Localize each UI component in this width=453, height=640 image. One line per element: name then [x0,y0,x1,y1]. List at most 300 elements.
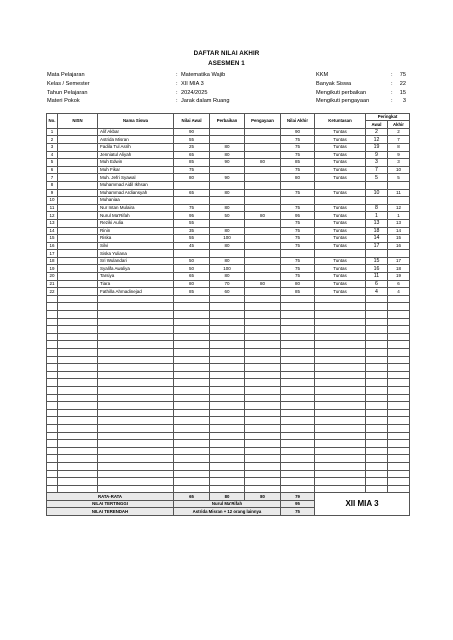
info-row [47,97,267,106]
table-row [47,265,410,273]
empty-cell [58,356,98,364]
empty-cell [245,424,281,432]
cell-nilai-akhir: 80 [281,280,315,288]
cell-peringkat-akhir: 2 [388,128,410,136]
empty-cell [245,364,281,372]
cell-no: 9 [47,189,58,197]
info-colon: : [176,98,178,105]
cell-nama: Fathilla Ahmadinejad [98,288,174,296]
empty-cell [210,470,245,478]
table-row [47,136,410,144]
empty-cell [98,364,174,372]
cell-nisn [58,265,98,273]
cell-perbaikan: 80 [210,143,245,151]
cell-no: 3 [47,143,58,151]
empty-cell [315,303,366,311]
cell-ketuntasan: Tuntas [315,219,366,227]
empty-cell [98,333,174,341]
empty-cell [281,349,315,357]
cell-nilai-awal: 80 [174,174,210,182]
cell-peringkat-awal [366,181,388,189]
empty-cell [281,295,315,303]
empty-cell [245,485,281,493]
cell-peringkat-akhir: 16 [388,242,410,250]
grade-table [46,113,410,516]
empty-cell [210,364,245,372]
empty-cell [174,333,210,341]
cell-nilai-awal: 85 [174,159,210,167]
info-row [316,80,411,89]
empty-cell [47,440,58,448]
cell-nilai-akhir: 75 [281,257,315,265]
empty-cell [210,386,245,394]
cell-peringkat-akhir: 5 [388,174,410,182]
cell-nama: Riska [98,235,174,243]
info-row [47,89,267,98]
empty-cell [174,424,210,432]
empty-cell [210,356,245,364]
empty-cell [58,311,98,319]
empty-cell [388,318,410,326]
cell-peringkat-akhir [388,250,410,258]
empty-cell [366,333,388,341]
empty-cell [58,455,98,463]
empty-cell [245,371,281,379]
info-value: 3 [402,98,406,105]
cell-peringkat-akhir: 18 [388,265,410,273]
empty-cell [281,303,315,311]
cell-nilai-awal: 75 [174,204,210,212]
cell-no: 10 [47,197,58,205]
cell-pengayaan [245,197,281,205]
cell-ketuntasan [315,181,366,189]
empty-cell [210,440,245,448]
empty-row [47,478,410,486]
cell-no: 16 [47,242,58,250]
empty-cell [245,356,281,364]
empty-cell [366,455,388,463]
cell-nilai-awal: 50 [174,265,210,273]
empty-cell [47,394,58,402]
cell-ketuntasan: Tuntas [315,166,366,174]
empty-cell [174,311,210,319]
cell-nilai-akhir: 85 [281,159,315,167]
cell-peringkat-awal [366,250,388,258]
empty-cell [388,417,410,425]
empty-cell [47,455,58,463]
cell-nilai-awal: 55 [174,219,210,227]
empty-cell [315,455,366,463]
cell-nilai-akhir: 75 [281,151,315,159]
empty-row [47,386,410,394]
cell-nilai-akhir [281,197,315,205]
cell-peringkat-awal: 9 [366,151,388,159]
empty-cell [245,295,281,303]
cell-pengayaan [245,181,281,189]
empty-cell [47,341,58,349]
empty-cell [388,485,410,493]
empty-cell [245,470,281,478]
cell-no: 7 [47,174,58,182]
cell-pengayaan [245,143,281,151]
cell-ketuntasan: Tuntas [315,159,366,167]
empty-row [47,402,410,410]
empty-cell [174,417,210,425]
empty-cell [174,485,210,493]
cell-ketuntasan: Tuntas [315,204,366,212]
cell-nilai-akhir [281,181,315,189]
cell-nilai-awal: 50 [174,257,210,265]
table-row [47,212,410,220]
empty-cell [210,409,245,417]
empty-cell [98,326,174,334]
cell-pengayaan: 80 [245,212,281,220]
empty-cell [388,364,410,372]
empty-cell [58,432,98,440]
info-colon: : [176,72,178,78]
empty-cell [58,440,98,448]
empty-cell [98,478,174,486]
empty-cell [315,462,366,470]
empty-row [47,462,410,470]
cell-pengayaan [245,242,281,250]
cell-no: 11 [47,204,58,212]
empty-cell [388,295,410,303]
cell-nilai-awal: 65 [174,189,210,197]
cell-nilai-akhir: 75 [281,242,315,250]
empty-row [47,364,410,372]
cell-no: 22 [47,288,58,296]
empty-cell [210,485,245,493]
cell-ketuntasan [315,197,366,205]
empty-cell [245,447,281,455]
empty-cell [58,364,98,372]
cell-pengayaan [245,250,281,258]
empty-cell [281,326,315,334]
empty-cell [388,311,410,319]
cell-peringkat-akhir: 13 [388,219,410,227]
empty-cell [47,318,58,326]
empty-cell [281,386,315,394]
info-label: KKM [316,72,329,78]
empty-cell [58,333,98,341]
empty-cell [366,417,388,425]
cell-perbaikan: 70 [210,280,245,288]
cell-perbaikan [210,166,245,174]
empty-row [47,417,410,425]
cell-pengayaan: 80 [245,280,281,288]
cell-pengayaan [245,227,281,235]
cell-perbaikan [210,219,245,227]
table-row [47,181,410,189]
empty-cell [98,424,174,432]
cell-ketuntasan: Tuntas [315,235,366,243]
empty-cell [388,379,410,387]
empty-cell [245,409,281,417]
empty-cell [366,440,388,448]
empty-cell [245,341,281,349]
table-row [47,159,410,167]
cell-perbaikan: 80 [210,257,245,265]
cell-nama: Silvi [98,242,174,250]
empty-cell [98,417,174,425]
empty-cell [281,424,315,432]
empty-cell [58,379,98,387]
empty-cell [47,402,58,410]
cell-perbaikan: 80 [210,227,245,235]
cell-ketuntasan: Tuntas [315,265,366,273]
empty-row [47,341,410,349]
cell-nama: Tiara [98,280,174,288]
empty-cell [174,318,210,326]
empty-cell [366,402,388,410]
empty-cell [58,447,98,455]
empty-cell [366,371,388,379]
empty-cell [98,356,174,364]
table-row [47,128,410,136]
empty-cell [388,386,410,394]
cell-peringkat-awal: 1 [366,212,388,220]
empty-cell [281,402,315,410]
cell-peringkat-akhir [388,181,410,189]
summary-tertinggi-nilai: 95 [281,500,315,508]
empty-cell [174,470,210,478]
empty-cell [366,432,388,440]
cell-perbaikan: 80 [210,189,245,197]
empty-cell [98,485,174,493]
cell-no: 15 [47,235,58,243]
empty-cell [210,462,245,470]
cell-nilai-akhir: 75 [281,166,315,174]
empty-cell [98,432,174,440]
info-label: Banyak Siswa [316,80,352,87]
empty-cell [174,364,210,372]
empty-cell [174,455,210,463]
empty-row [47,394,410,402]
cell-nilai-akhir: 75 [281,204,315,212]
empty-cell [47,364,58,372]
empty-row [47,326,410,334]
cell-peringkat-akhir [388,197,410,205]
empty-cell [58,470,98,478]
empty-cell [388,462,410,470]
cell-pengayaan [245,166,281,174]
cell-pengayaan: 80 [245,159,281,167]
empty-cell [315,341,366,349]
header-peringkat-awal: Awal [366,121,388,128]
empty-cell [58,402,98,410]
info-value: 22 [399,80,406,87]
empty-cell [366,379,388,387]
empty-row [47,318,410,326]
empty-cell [315,440,366,448]
cell-nama: Reziki Aulia [98,219,174,227]
empty-cell [388,341,410,349]
empty-cell [47,447,58,455]
info-row [316,71,411,80]
info-value: 15 [399,89,406,96]
empty-cell [58,462,98,470]
summary-terendah-nilai: 75 [281,508,315,516]
cell-peringkat-awal: 16 [366,265,388,273]
empty-cell [366,424,388,432]
cell-nisn [58,189,98,197]
empty-cell [47,371,58,379]
cell-peringkat-akhir: 12 [388,204,410,212]
cell-perbaikan [210,128,245,136]
header-pengayaan: Pengayaan [245,114,281,129]
cell-peringkat-akhir: 1 [388,212,410,220]
empty-cell [366,318,388,326]
empty-cell [58,386,98,394]
empty-row [47,349,410,357]
cell-ketuntasan: Tuntas [315,136,366,144]
info-colon: : [391,98,393,105]
cell-ketuntasan [315,250,366,258]
cell-nisn [58,204,98,212]
empty-cell [315,295,366,303]
cell-no: 18 [47,257,58,265]
info-row [316,89,411,98]
cell-nilai-akhir: 85 [281,288,315,296]
cell-perbaikan [210,197,245,205]
table-row [47,166,410,174]
empty-cell [281,478,315,486]
empty-cell [210,303,245,311]
empty-cell [245,349,281,357]
cell-no: 13 [47,219,58,227]
empty-cell [47,379,58,387]
empty-cell [388,371,410,379]
empty-cell [281,432,315,440]
cell-nama: Nur Intan Mulaira [98,204,174,212]
summary-rata-pengayaan: 80 [245,493,281,501]
empty-cell [47,462,58,470]
empty-cell [366,349,388,357]
empty-cell [388,349,410,357]
empty-cell [281,356,315,364]
cell-peringkat-akhir: 7 [388,136,410,144]
empty-cell [210,394,245,402]
cell-perbaikan: 80 [210,273,245,281]
summary-tertinggi-label: NILAI TERTINGGI [47,500,174,508]
empty-cell [47,432,58,440]
cell-pengayaan [245,288,281,296]
info-colon: : [391,80,393,87]
cell-ketuntasan: Tuntas [315,257,366,265]
cell-peringkat-akhir: 11 [388,189,410,197]
empty-cell [315,447,366,455]
summary-rata-perbaikan: 80 [210,493,245,501]
empty-cell [315,432,366,440]
cell-nilai-awal: 65 [174,151,210,159]
cell-peringkat-awal: 11 [366,273,388,281]
empty-cell [245,379,281,387]
cell-ketuntasan: Tuntas [315,273,366,281]
cell-perbaikan: 80 [210,151,245,159]
table-row [47,197,410,205]
info-label: Tahun Pelajaran [47,89,88,96]
cell-ketuntasan: Tuntas [315,212,366,220]
cell-peringkat-awal [366,197,388,205]
cell-no: 14 [47,227,58,235]
empty-cell [245,402,281,410]
empty-cell [58,424,98,432]
cell-nama: Tarsiya [98,273,174,281]
cell-nilai-awal: 85 [174,288,210,296]
empty-cell [281,462,315,470]
cell-nisn [58,143,98,151]
empty-cell [245,417,281,425]
empty-cell [98,371,174,379]
cell-perbaikan [210,181,245,189]
empty-cell [47,349,58,357]
empty-cell [315,417,366,425]
cell-nilai-awal [174,197,210,205]
empty-row [47,440,410,448]
cell-perbaikan: 100 [210,235,245,243]
summary-terendah-label: NILAI TERENDAH [47,508,174,516]
cell-peringkat-akhir: 15 [388,235,410,243]
empty-cell [281,447,315,455]
cell-nama: Muhaniaa [98,197,174,205]
cell-nama: Sri Wulandari [98,257,174,265]
cell-peringkat-awal: 8 [366,204,388,212]
table-row [47,189,410,197]
empty-cell [47,326,58,334]
cell-peringkat-awal: 2 [366,128,388,136]
table-row [47,280,410,288]
empty-cell [245,462,281,470]
empty-cell [98,409,174,417]
empty-cell [47,386,58,394]
cell-nilai-akhir: 75 [281,143,315,151]
empty-cell [281,394,315,402]
header-nama: Nama Siswa [98,114,174,129]
cell-nisn [58,212,98,220]
cell-peringkat-awal: 17 [366,242,388,250]
cell-nama: Astrida Misran [98,136,174,144]
empty-cell [98,470,174,478]
empty-cell [98,311,174,319]
empty-cell [388,394,410,402]
cell-perbaikan [210,250,245,258]
cell-nilai-akhir: 75 [281,219,315,227]
cell-nilai-akhir: 90 [281,128,315,136]
empty-cell [366,478,388,486]
empty-cell [210,478,245,486]
empty-row [47,379,410,387]
empty-row [47,432,410,440]
cell-nilai-akhir: 75 [281,189,315,197]
cell-nama: Muh Edwin [98,159,174,167]
empty-cell [366,470,388,478]
empty-cell [388,478,410,486]
cell-no: 5 [47,159,58,167]
cell-nisn [58,235,98,243]
info-label: Mata Pelajaran [47,72,85,78]
empty-cell [174,326,210,334]
cell-nama: Muh. Jefri Syawal [98,174,174,182]
empty-cell [210,371,245,379]
empty-cell [58,326,98,334]
empty-cell [315,470,366,478]
empty-row [47,409,410,417]
empty-cell [315,424,366,432]
cell-nisn [58,151,98,159]
cell-ketuntasan: Tuntas [315,288,366,296]
empty-cell [281,440,315,448]
